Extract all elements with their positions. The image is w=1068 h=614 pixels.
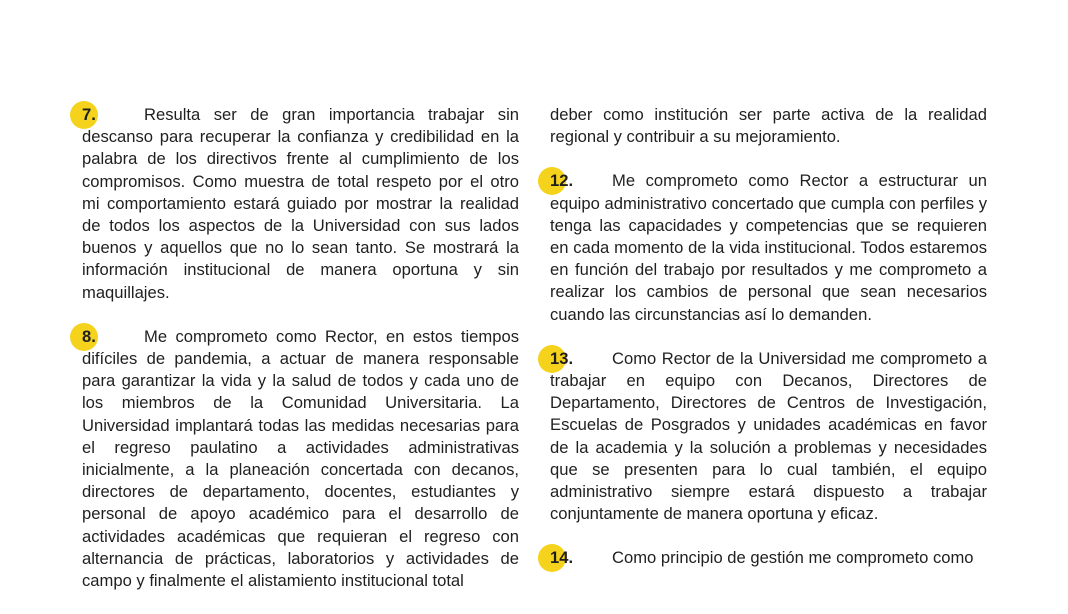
item-number: 7.: [82, 105, 96, 124]
list-item-8: [82, 326, 519, 592]
item-number: 8.: [82, 326, 96, 346]
item-text: Me comprometo como Rector a estructurar un equipo administrativo concertado que cumpla con perfiles y tenga las capacidades y competencias que se requieren en cada momento de la vida institucional. Todos estaremos en función del trabajo por resultados y me comprometo a realizar los cambios de personal que sean necesarios cuando las circunstancias así lo demanden.: [550, 171, 987, 324]
continued-paragraph: deber como institución ser parte activa de la realidad regional y contribuir a su mejoramiento.: [550, 105, 987, 147]
item-text: Me comprometo como Rector, en estos tiempos difíciles de pandemia, a actuar de manera responsable para garantizar la vida y la salud de todos y cada uno de los miembros de la Comunidad Universitaria. La Universidad implantará todas las medidas necesarias para el regreso paulatino a actividades administrativas inicialmente, a la planeación concertada con decanos, directores de departamento, docentes, estudiantes y personal de apoyo académico para el desarrollo de actividades académicas que requieran el regreso con alternancia de prácticas, laboratorios y actividades de campo y finalmente el alistamiento institucional total: [82, 326, 519, 591]
list-item-13: [550, 348, 987, 526]
item-text: Como Rector de la Universidad me comprometo a trabajar en equipo con Decanos, Directores de Departamento, Directores de Centros de Investigación, Escuelas de Posgrados y unidades académicas en favor de la academia y la solución a problemas y necesidades que se presenten para lo cual también, el equipo administrativo siempre estará dispuesto a trabajar conjuntamente de manera oportuna y eficaz.: [550, 348, 987, 524]
item-number: 13.: [550, 348, 574, 368]
item-number: 12.: [550, 171, 574, 191]
list-item-14: [550, 547, 987, 569]
item-number: 14.: [550, 548, 574, 568]
left-column: [82, 104, 519, 614]
right-column: [550, 104, 987, 592]
item-text: Resulta ser de gran importancia trabajar sin descanso para recuperar la confianza y credibilidad en la palabra de los directivos frente al cumplimiento de los compromisos. Como muestra de total respeto por el otro mi comportamiento estará guiado por mostrar la realidad de todos los aspectos de la Universidad con sus lados buenos y aquellos que no lo sean tanto. Se mostrará la información institucional de manera oportuna y sin maquillajes.: [82, 105, 519, 302]
list-item-12: [550, 170, 987, 325]
item-text: Como principio de gestión me comprometo como: [612, 548, 974, 568]
list-item-7: [82, 104, 519, 304]
